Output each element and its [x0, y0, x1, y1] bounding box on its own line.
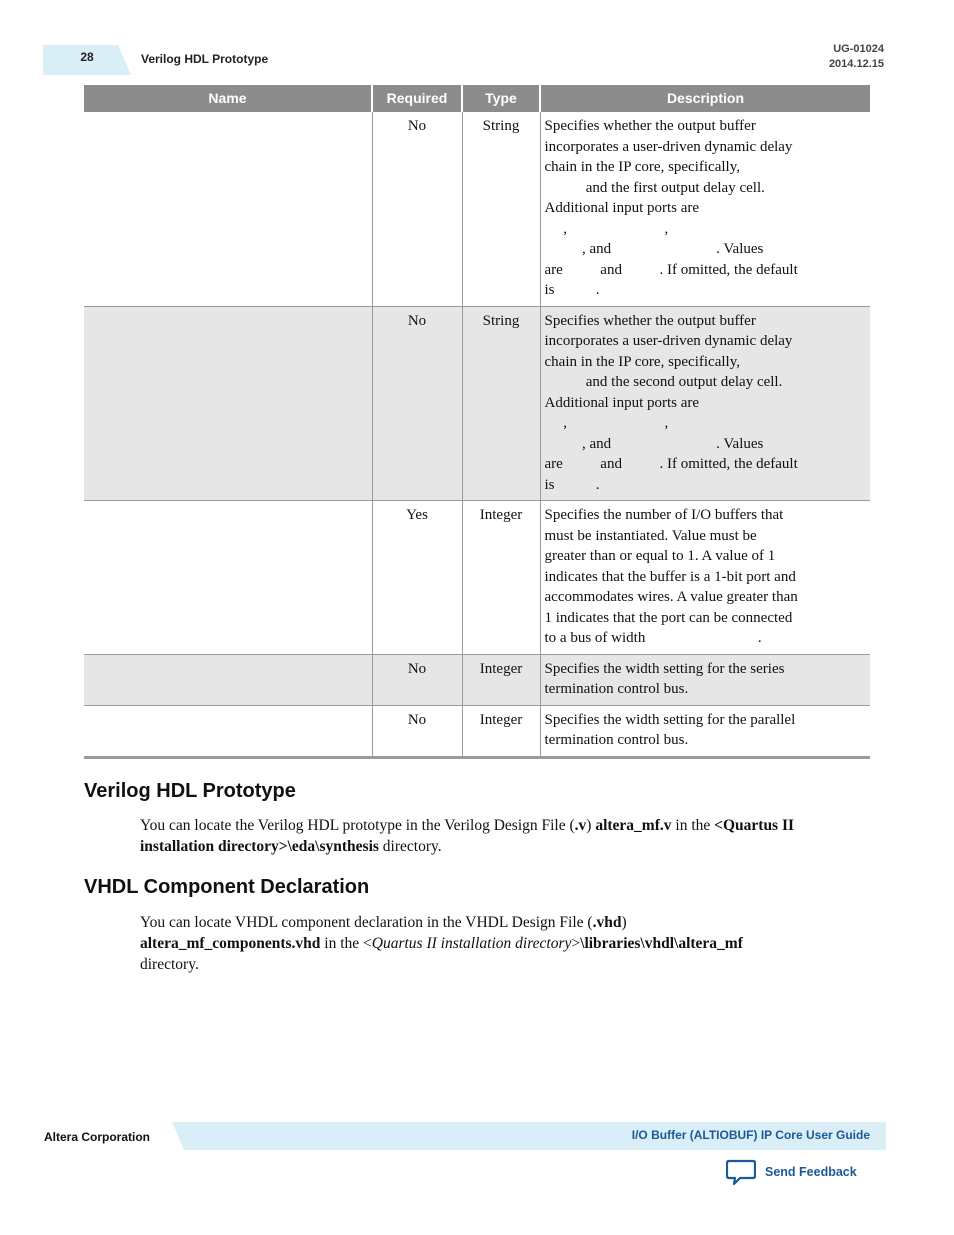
- description-line: chain in the IP core, specifically,: [544, 353, 740, 370]
- description-line: , ,: [544, 415, 669, 431]
- param-type-cell: Integer: [462, 705, 540, 757]
- parameter-table: [84, 85, 870, 759]
- verilog-section-heading: Verilog HDL Prototype: [84, 780, 296, 802]
- param-name-cell: [84, 654, 372, 705]
- page-number: 28: [80, 50, 94, 64]
- param-description-cell: [540, 501, 870, 655]
- description-line: greater than or equal to 1. A value of 1: [544, 548, 776, 564]
- param-required-cell: No: [372, 654, 462, 705]
- description-line: , ,: [544, 220, 669, 237]
- param-type-cell: Integer: [462, 501, 540, 655]
- description-line: must be instantiated. Value must be: [544, 527, 757, 544]
- description-line: and the first output delay cell.: [544, 179, 765, 196]
- vhdl-file-extension: .vhd: [592, 914, 622, 931]
- vhdl-section-heading: VHDL Component Declaration: [84, 876, 370, 898]
- description-line: , and . Values: [544, 241, 764, 257]
- send-feedback-label[interactable]: Send Feedback: [765, 1165, 857, 1179]
- param-type-cell: String: [462, 306, 540, 501]
- verilog-section-paragraph: You can locate the Verilog HDL prototype in the Verilog Design File (.v) altera_mf.v in the <Quartus II installation directory>\eda\synthesis directory.: [140, 817, 795, 855]
- footer-guide-title[interactable]: I/O Buffer (ALTIOBUF) IP Core User Guide: [631, 1128, 870, 1142]
- description-line: incorporates a user-driven dynamic delay: [544, 333, 793, 349]
- description-line: 1 indicates that the port can be connected: [544, 609, 793, 626]
- column-header-type: Type: [462, 85, 540, 112]
- param-description-cell: [540, 654, 870, 705]
- param-type-cell: String: [462, 112, 540, 306]
- footer-company: Altera Corporation: [44, 1130, 151, 1144]
- vhdl-directory-path: \libraries\vhdl\altera_mf: [580, 935, 743, 952]
- param-name-cell: [84, 306, 372, 501]
- param-name-cell: [84, 112, 372, 306]
- description-line: Specifies whether the output buffer: [544, 118, 756, 134]
- description-line: , and . Values: [544, 435, 764, 452]
- description-line: Specifies the number of I/O buffers that: [544, 507, 784, 523]
- table-body: [84, 112, 870, 757]
- description-line: are and . If omitted, the default: [544, 261, 798, 278]
- description-line: to a bus of width .: [544, 630, 762, 646]
- param-required-cell: No: [372, 306, 462, 501]
- header-doc-info: [829, 42, 884, 72]
- vhdl-section-paragraph: You can locate VHDL component declaration in the VHDL Design File (.vhd) altera_mf_components.vhd in the <Quartus II installation directory>\libraries\vhdl\altera_mf directory.: [140, 914, 743, 973]
- description-line: indicates that the buffer is a 1-bit port and: [544, 568, 796, 585]
- description-line: is .: [544, 476, 600, 493]
- send-feedback-link[interactable]: [726, 1157, 857, 1187]
- description-line: Specifies whether the output buffer: [544, 312, 756, 329]
- speech-bubble-icon: [726, 1158, 756, 1186]
- description-line: Specifies the width setting for the series: [544, 660, 785, 677]
- description-line: chain in the IP core, specifically,: [544, 159, 740, 175]
- doc-date: 2014.12.15: [828, 58, 884, 70]
- table-row: [84, 654, 870, 705]
- description-line: termination control bus.: [544, 732, 689, 748]
- table-row: [84, 501, 870, 655]
- header-section-title: Verilog HDL Prototype: [141, 52, 269, 66]
- description-line: Additional input ports are: [544, 200, 700, 216]
- verilog-directory-path: <Quartus II installation directory>\eda\synthesis: [140, 817, 795, 855]
- description-line: Specifies the width setting for the parallel: [544, 711, 796, 728]
- param-type-cell: Integer: [462, 654, 540, 705]
- doc-id: UG-01024: [833, 43, 884, 55]
- verilog-file-extension: .v: [574, 817, 587, 834]
- description-line: are and . If omitted, the default: [544, 456, 798, 472]
- param-name-cell: [84, 705, 372, 757]
- table-row: [84, 112, 870, 306]
- verilog-file-name: altera_mf.v: [595, 817, 672, 834]
- param-required-cell: No: [372, 112, 462, 306]
- column-header-required: Required: [372, 85, 462, 112]
- description-line: Additional input ports are: [544, 394, 700, 411]
- vhdl-file-name: altera_mf_components.vhd: [140, 935, 321, 952]
- param-description-cell: [540, 306, 870, 501]
- param-name-cell: [84, 501, 372, 655]
- description-line: incorporates a user-driven dynamic delay: [544, 138, 793, 155]
- param-required-cell: No: [372, 705, 462, 757]
- param-description-cell: [540, 112, 870, 306]
- table-header-row: [84, 85, 870, 112]
- param-required-cell: Yes: [372, 501, 462, 655]
- description-line: termination control bus.: [544, 681, 689, 697]
- column-header-name: Name: [84, 85, 372, 112]
- column-header-description: Description: [540, 85, 870, 112]
- param-description-cell: [540, 705, 870, 757]
- table-row: [84, 306, 870, 501]
- description-line: and the second output delay cell.: [544, 374, 783, 390]
- description-line: is .: [544, 282, 600, 298]
- description-line: accommodates wires. A value greater than: [544, 589, 798, 605]
- table-row: [84, 705, 870, 757]
- vhdl-directory-italic: Quartus II installation directory: [371, 935, 572, 952]
